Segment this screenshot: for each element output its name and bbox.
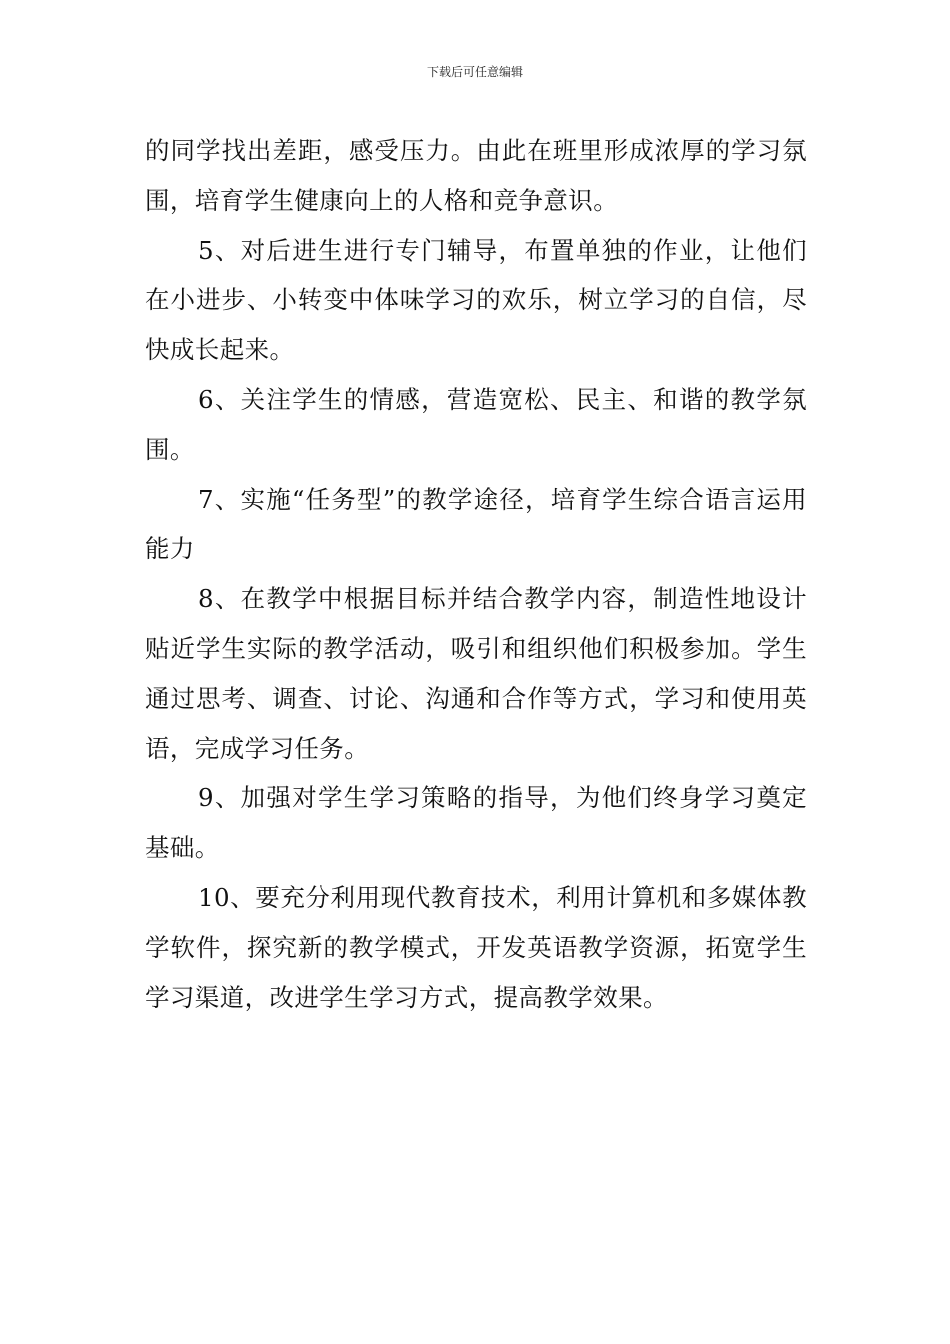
paragraph-continuation: 的同学找出差距，感受压力。由此在班里形成浓厚的学习氛围，培育学生健康向上的人格和竞争意识。 <box>145 136 807 215</box>
page-header: 下载后可任意编辑 <box>426 65 523 79</box>
document-body <box>145 126 807 1022</box>
paragraph-item-7: 7、实施“任务型”的教学途径，培育学生综合语言运用能力 <box>145 484 807 564</box>
paragraph-item-8: 8、在教学中根据目标并结合教学内容，制造性地设计贴近学生实际的教学活动，吸引和组织他们积极参加。学生通过思考、调查、讨论、沟通和合作等方式，学习和使用英语，完成学习任务。 <box>145 584 807 763</box>
paragraph-item-9: 9、加强对学生学习策略的指导，为他们终身学习奠定基础。 <box>145 783 807 863</box>
paragraph-item-5: 5、对后进生进行专门辅导，布置单独的作业，让他们在小进步、小转变中体味学习的欢乐，树立学习的自信，尽快成长起来。 <box>145 235 807 365</box>
paragraph-item-6: 6、关注学生的情感，营造宽松、民主、和谐的教学氛围。 <box>145 384 807 464</box>
paragraph-item-10: 10、要充分利用现代教育技术，利用计算机和多媒体教学软件，探究新的教学模式，开发英语教学资源，拓宽学生学习渠道，改进学生学习方式，提高教学效果。 <box>145 882 807 1012</box>
